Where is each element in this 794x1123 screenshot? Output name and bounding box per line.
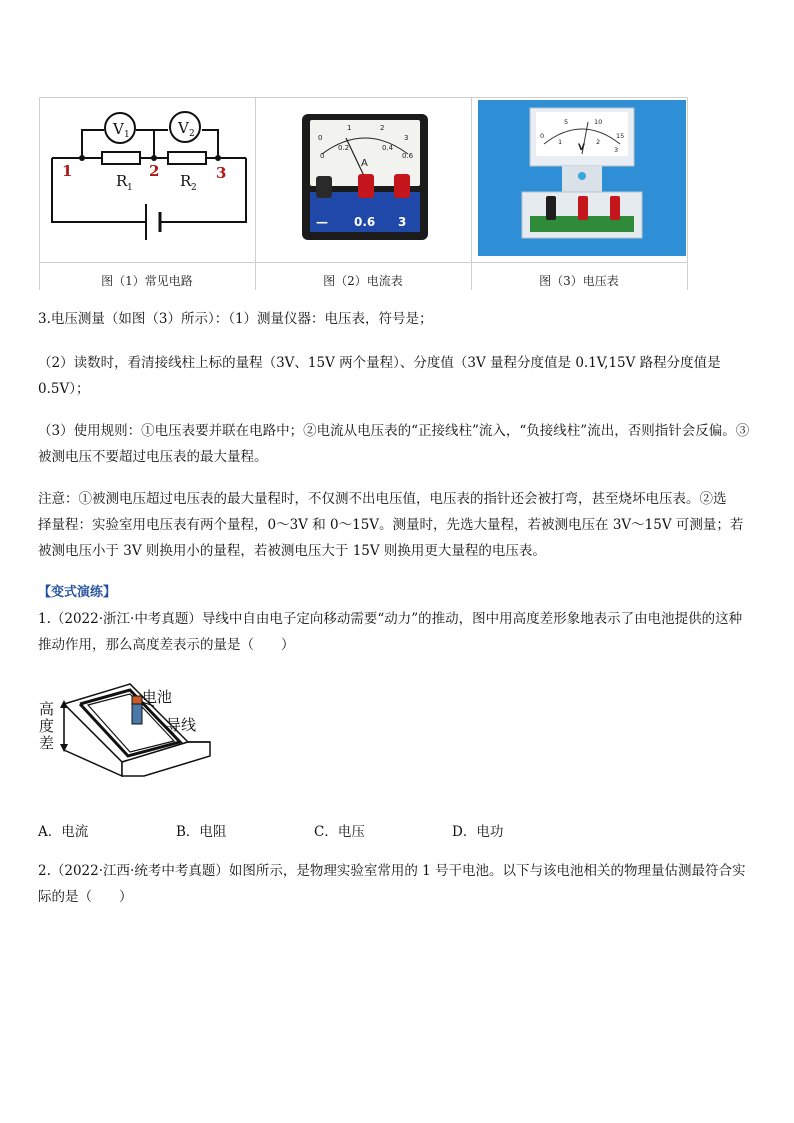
ammeter-scale-top-1: 1 <box>347 124 352 132</box>
height-difference-diagram <box>38 678 218 786</box>
reading-rule-line-1: （2）读数时，看清接线柱上标的量程（3V、15V 两个量程）、分度值（3V 量程分度值是 0.1V,15V 路程分度值是 <box>38 355 721 371</box>
meter-v1-label: V <box>113 120 124 138</box>
meter-v2-sub: 2 <box>189 129 195 139</box>
resistor-r2-label: R <box>180 172 192 190</box>
voltmeter-image <box>478 100 686 256</box>
voltmeter-scale-bottom-0: 1 <box>558 138 563 146</box>
option-d: D．电功 <box>452 824 504 840</box>
ammeter-image <box>302 114 428 240</box>
ammeter-scale-top-0: 0 <box>318 134 323 142</box>
ammeter-unit: A <box>361 158 368 169</box>
circuit-diagram <box>42 108 252 250</box>
voltmeter-unit: V <box>578 143 585 153</box>
figure-2-caption: 图（2）电流表 <box>323 274 403 288</box>
voltmeter-scale-top-3: 15 <box>616 132 625 140</box>
meter-v2-label: V <box>178 119 189 137</box>
height-label-1: 高 <box>39 700 55 718</box>
ammeter-scale-bottom-3: 0.6 <box>402 152 414 160</box>
node-2-label: 2 <box>149 162 160 180</box>
section-heading: 【变式演练】 <box>38 585 117 600</box>
table-divider <box>687 97 688 290</box>
reading-rule-line-2: 0.5V）； <box>38 381 90 397</box>
ammeter-scale-top-3: 3 <box>404 134 409 142</box>
voltage-measurement-intro: 3.电压测量（如图（3）所示）：（1）测量仪器：电压表，符号是； <box>38 311 433 327</box>
node-3-label: 3 <box>216 164 227 182</box>
voltmeter-scale-top-2: 10 <box>594 118 603 126</box>
resistor-r1-label: R <box>116 172 128 190</box>
note-line-2: 择量程：实验室用电压表有两个量程，0～3V 和 0～15V。测量时，先选大量程，若被测电压在 3V～15V 可测量；若 <box>38 517 744 533</box>
usage-rule-line-2: 被测电压不要超过电压表的最大量程。 <box>38 449 268 465</box>
ammeter-scale-bottom-2: 0.4 <box>382 144 394 152</box>
wire-label: 导线 <box>166 716 197 734</box>
figure-1-caption: 图（1）常见电路 <box>101 274 193 288</box>
voltmeter-scale-bottom-2: 3 <box>614 146 619 154</box>
note-line-1: 注意：①被测电压超过电压表的最大量程时，不仅测不出电压值，电压表的指针还会被打弯，甚至烧坏电压表。②选 <box>38 491 727 507</box>
usage-rule-line-1: （3）使用规则：①电压表要并联在电路中；②电流从电压表的“正接线柱”流入，“负接线柱”流出，否则指针会反偏。③ <box>38 423 750 439</box>
ammeter-scale-bottom-1: 0.2 <box>338 144 350 152</box>
question-1-line-1: 1.（2022·浙江·中考真题）导线中自由电子定向移动需要“动力”的推动，图中用高度差形象地表示了由电池提供的这种 <box>38 611 743 627</box>
ammeter-terminal-3: 3 <box>398 215 407 229</box>
table-divider <box>39 262 687 263</box>
height-label-3: 差 <box>39 734 55 752</box>
ammeter-terminal-0-6: 0.6 <box>354 215 376 229</box>
note-line-3: 被测电压小于 3V 则换用小的量程，若被测电压大于 15V 则换用更大量程的电压表。 <box>38 543 546 559</box>
meter-v1-sub: 1 <box>124 130 130 140</box>
battery-label: 电池 <box>142 688 173 706</box>
resistor-r2-sub: 2 <box>191 183 197 193</box>
option-c: C．电压 <box>314 824 365 840</box>
node-1-label: 1 <box>62 162 73 180</box>
ammeter-scale-bottom-0: 0 <box>320 152 325 160</box>
option-b: B．电阻 <box>176 824 227 840</box>
voltmeter-scale-top-1: 5 <box>564 118 569 126</box>
figure-3-caption: 图（3）电压表 <box>539 274 619 288</box>
ammeter-scale-top-2: 2 <box>380 124 385 132</box>
height-label-2: 度 <box>39 717 55 735</box>
question-2-line-1: 2.（2022·江西·统考中考真题）如图所示，是物理实验室常用的 1 号干电池。以下与该电池相关的物理量估测最符合实 <box>38 863 746 879</box>
question-2-line-2: 际的是（ ） <box>38 889 133 905</box>
ammeter-terminal-neg: — <box>316 215 328 229</box>
resistor-r1-sub: 1 <box>127 183 133 193</box>
voltmeter-scale-bottom-1: 2 <box>596 138 601 146</box>
question-1-line-2: 推动作用，那么高度差表示的量是（ ） <box>38 637 295 653</box>
option-a: A．电流 <box>38 824 89 840</box>
voltmeter-scale-top-0: 0 <box>540 132 545 140</box>
